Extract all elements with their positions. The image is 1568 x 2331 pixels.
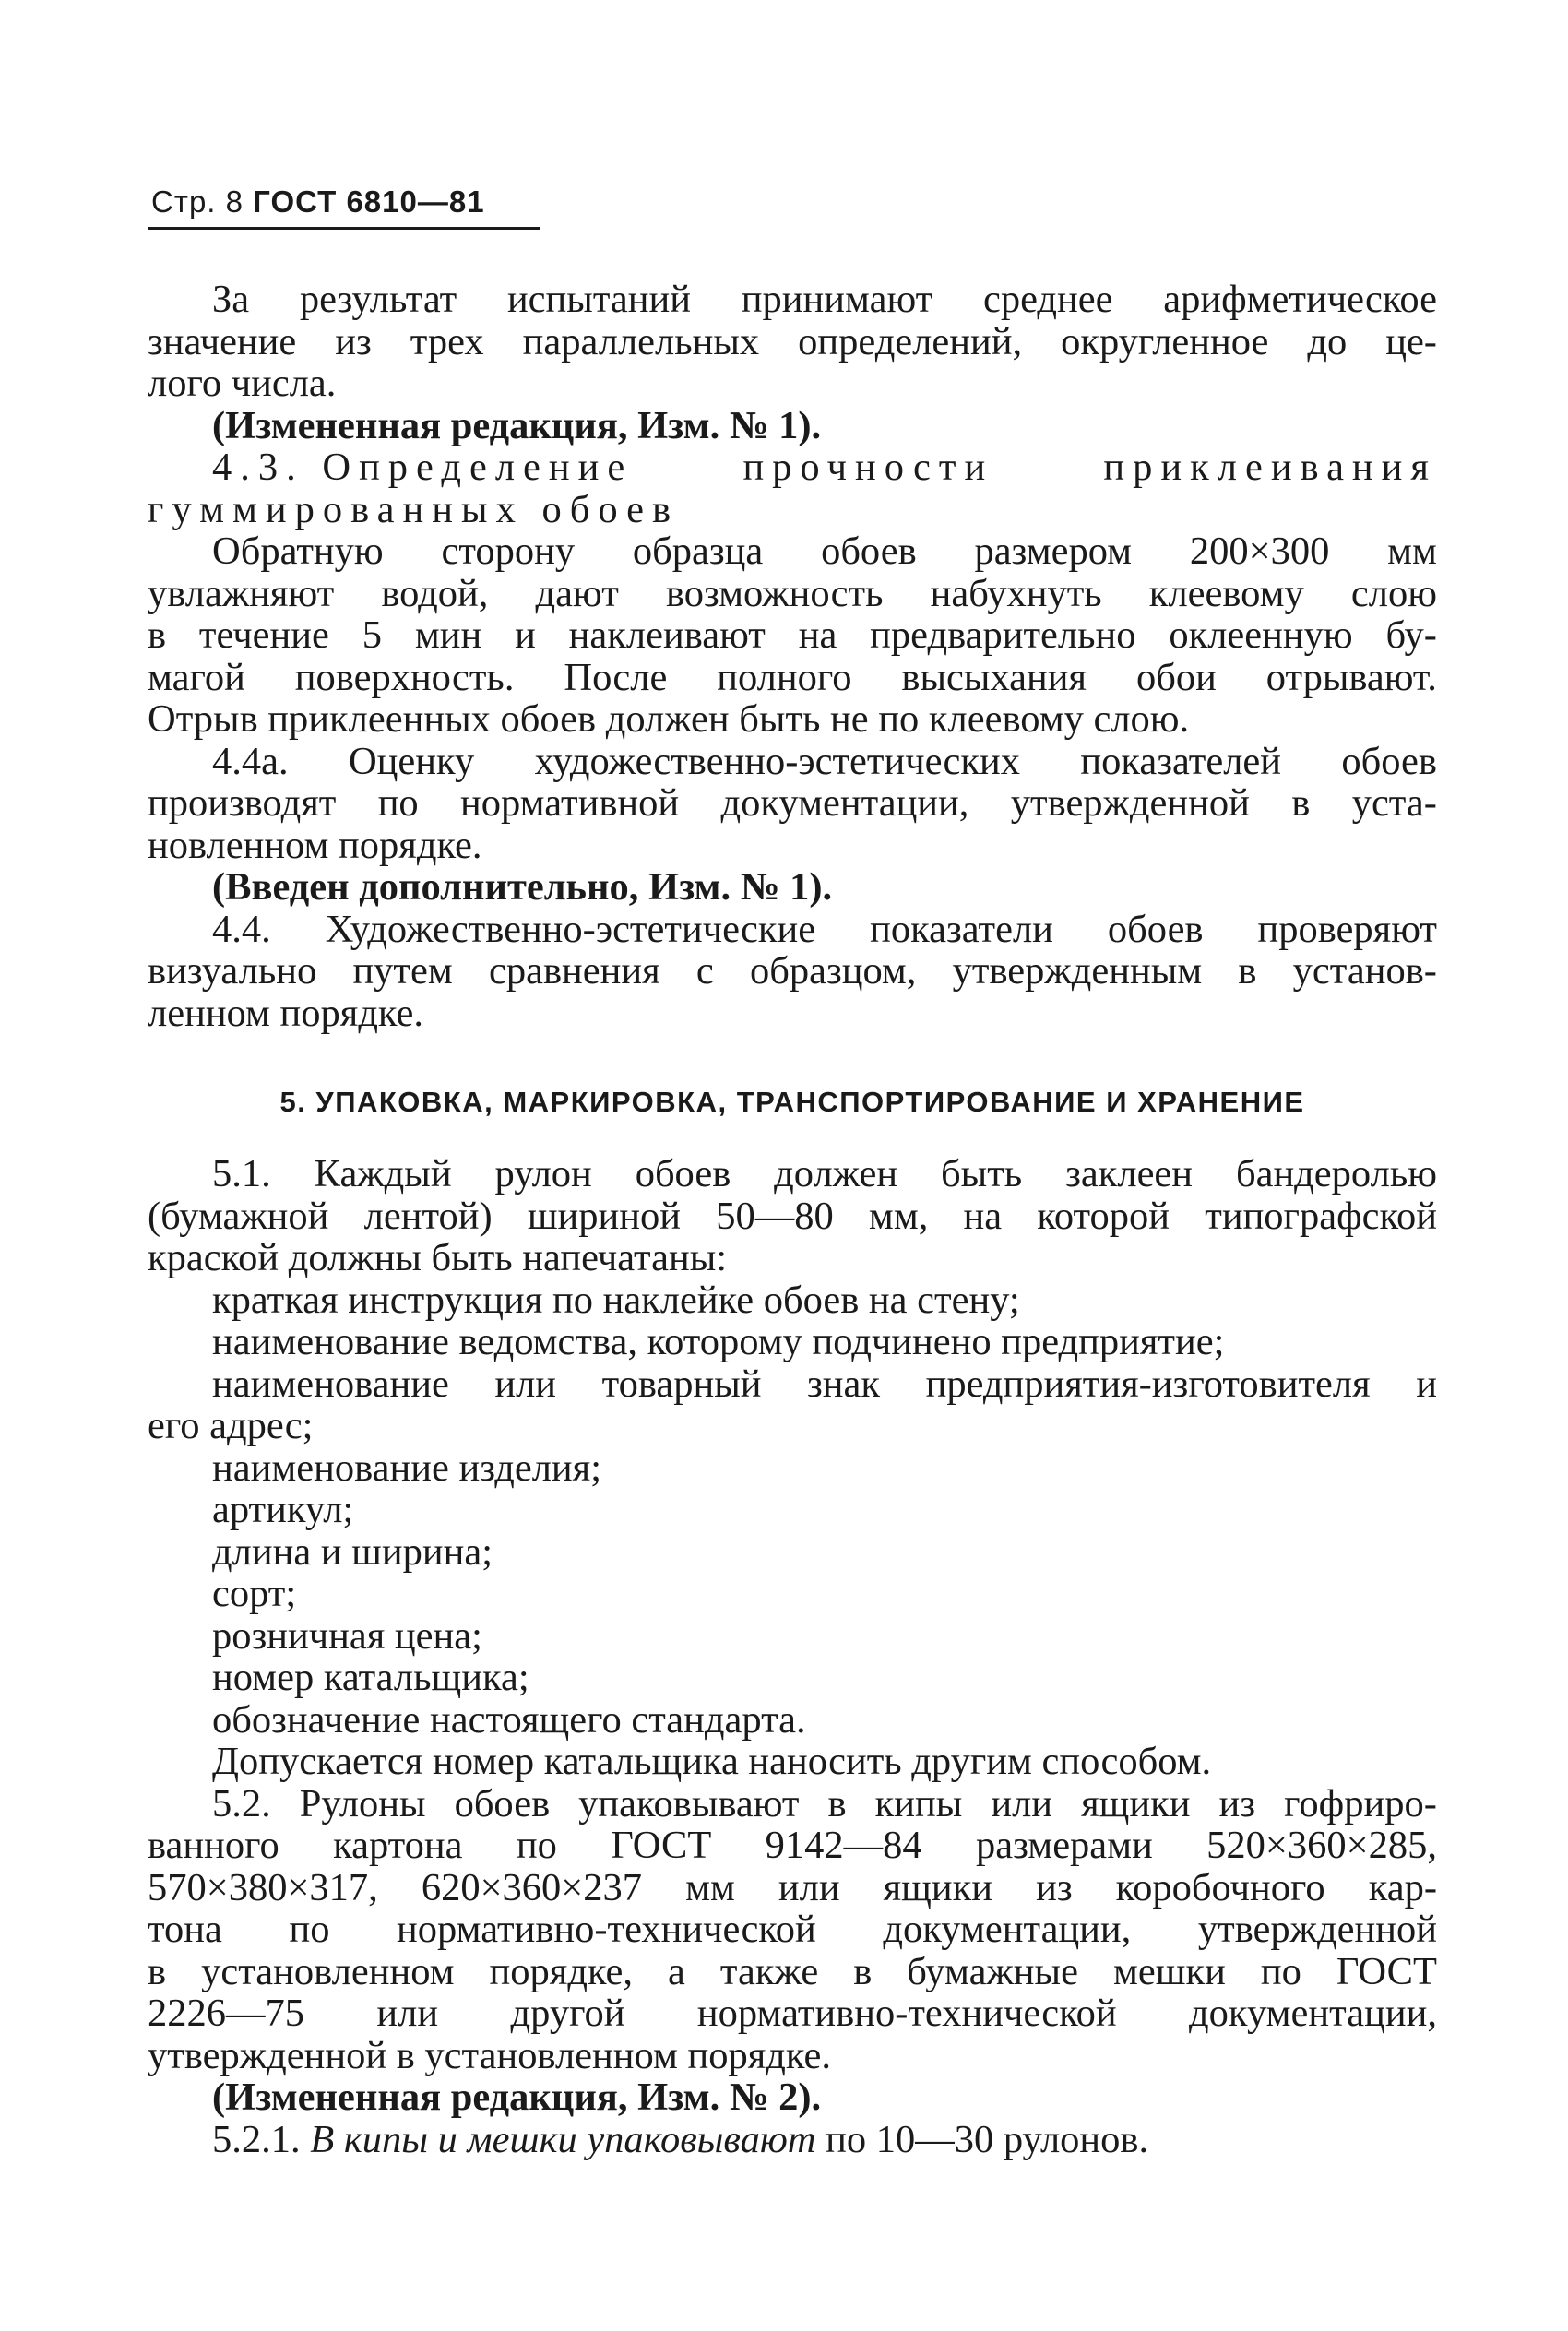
word: нормативно-технической: [696, 1992, 1117, 2035]
word: обоев: [1107, 907, 1204, 951]
word: упаковывают: [578, 1781, 800, 1826]
word: сторону: [441, 529, 576, 573]
text-line: [148, 573, 1437, 615]
list-item: [148, 1363, 1437, 1406]
word: или: [778, 1865, 840, 1909]
word: испытаний: [506, 278, 692, 321]
word: кар-: [1368, 1865, 1437, 1909]
word: показатели: [870, 907, 1053, 951]
word: по: [1260, 1949, 1301, 1993]
text-line: Допускается номер катальщика наносить другим способом.: [212, 1740, 1212, 1783]
word: отрывают.: [1265, 655, 1437, 699]
word: нормативно-технической: [397, 1908, 816, 1951]
word: ванного: [148, 1824, 279, 1867]
word: оклеенную: [1169, 613, 1353, 657]
word: течение: [198, 613, 329, 657]
word: или: [991, 1781, 1053, 1826]
word: округленное: [1061, 319, 1269, 363]
word: рулон: [494, 1152, 592, 1195]
word: мин: [414, 613, 482, 657]
list-item: артикул;: [212, 1488, 354, 1531]
word: из: [1218, 1781, 1256, 1826]
word: и: [515, 613, 536, 657]
word: лентой): [363, 1194, 493, 1238]
word: значение: [148, 319, 297, 363]
word: образцом,: [749, 949, 917, 993]
word: сравнения: [488, 949, 660, 993]
word: предварительно: [870, 613, 1136, 657]
text-line: [148, 1992, 1437, 2035]
text-line: [148, 1909, 1437, 1951]
amendment-note: (Введен дополнительно, Изм. № 1).: [212, 865, 833, 909]
text-line: 5.2.1. В кипы и мешки упаковывают по 10—30 рулонов.: [212, 2117, 1149, 2161]
text-line: Отрыв приклеенных обоев должен быть не по клеевому слою.: [148, 697, 1190, 741]
word: Рулоны: [299, 1781, 426, 1826]
word: документации,: [883, 1908, 1132, 1951]
word: заклеен: [1065, 1152, 1194, 1195]
word: 520×360×285,: [1206, 1824, 1437, 1867]
word: знак: [807, 1362, 881, 1406]
word: бумажные: [907, 1949, 1078, 1993]
word: обоев: [1341, 739, 1437, 783]
word: водой,: [381, 571, 489, 615]
word: документации,: [1189, 1992, 1437, 2035]
word: мм: [1387, 529, 1437, 573]
text-line: [148, 1825, 1437, 1867]
word: (бумажной: [148, 1194, 329, 1238]
word: в: [1238, 949, 1257, 993]
word: показателей: [1080, 739, 1282, 783]
word: кипы: [874, 1781, 963, 1826]
word: установ-: [1292, 949, 1437, 993]
word: Художественно-эстетические: [325, 907, 816, 951]
word: 5.2.: [212, 1781, 271, 1826]
word: результат: [299, 278, 457, 321]
word: в: [148, 613, 167, 657]
word: 5: [362, 613, 382, 657]
text-line: [148, 1783, 1437, 1826]
word: трех: [410, 319, 484, 363]
text-line: лого числа.: [148, 362, 337, 405]
word: проверяют: [1257, 907, 1437, 951]
word: мешки: [1112, 1949, 1226, 1993]
text-line: [148, 1867, 1437, 1909]
word: После: [564, 655, 668, 699]
word: коробочного: [1115, 1865, 1325, 1909]
word: из: [1036, 1865, 1073, 1909]
word: слою: [1350, 571, 1437, 615]
page-header: [151, 184, 485, 220]
text-line: краской должны быть напечатаны:: [148, 1236, 728, 1279]
text-line: [148, 1195, 1437, 1238]
word: размером: [974, 529, 1133, 573]
page-number: Стр. 8: [151, 184, 244, 219]
word: це-: [1385, 319, 1437, 363]
word: 5.1.: [212, 1152, 271, 1195]
word: которой: [1037, 1194, 1170, 1238]
word: порядке,: [489, 1949, 634, 1993]
document-body: [148, 279, 1437, 2160]
text-line: [148, 1153, 1437, 1195]
word: 9142—84: [765, 1824, 922, 1867]
word: 50—80: [716, 1194, 834, 1238]
word: наименование: [212, 1362, 449, 1406]
word: высыхания: [901, 655, 1087, 699]
word: бандеролью: [1235, 1152, 1437, 1195]
list-item: длина и ширина;: [212, 1529, 493, 1574]
word: 2226—75: [148, 1992, 304, 2035]
list-item: розничная цена;: [212, 1613, 482, 1658]
word: до: [1307, 319, 1348, 363]
word: 620×360×237: [421, 1865, 643, 1909]
word: художественно-эстетических: [534, 739, 1021, 783]
text-line: новленном порядке.: [148, 823, 482, 867]
word: путем: [352, 949, 453, 993]
word: ГОСТ: [1336, 1949, 1437, 1993]
word: ящики: [1081, 1781, 1191, 1826]
list-item: номер катальщика;: [212, 1656, 529, 1699]
word: товарный: [601, 1362, 762, 1406]
word: магой: [148, 655, 245, 699]
word: тона: [148, 1908, 222, 1951]
word: из: [335, 319, 372, 363]
word: обоев: [635, 1152, 731, 1195]
word: Обратную: [212, 529, 384, 573]
word: 4.4.: [212, 907, 271, 951]
word: шириной: [527, 1194, 682, 1238]
word: 4.4а.: [212, 739, 289, 783]
word: мм,: [868, 1194, 929, 1238]
word: определений,: [798, 319, 1023, 363]
word: размерами: [976, 1824, 1153, 1867]
word: параллельных: [522, 319, 760, 363]
word: и: [1416, 1362, 1437, 1406]
word: в: [853, 1949, 873, 1993]
word: а: [668, 1949, 685, 1993]
word: картона: [333, 1824, 463, 1867]
word: набухнуть: [930, 571, 1102, 615]
word: увлажняют: [148, 571, 335, 615]
word: на: [963, 1194, 1003, 1238]
word: возможность: [665, 571, 884, 615]
word: бу-: [1385, 613, 1437, 657]
word: обои: [1135, 655, 1217, 699]
word: Оценку: [348, 739, 475, 783]
word: 570×380×317,: [148, 1865, 378, 1909]
word: по: [289, 1908, 330, 1951]
word: на: [798, 613, 837, 657]
word: утвержденным: [952, 949, 1203, 993]
word: производят: [148, 781, 337, 825]
list-item: краткая инструкция по наклейке обоев на стену;: [212, 1278, 1020, 1322]
text-line: [148, 530, 1437, 573]
subsection-title-cont: гуммированных обоев: [148, 487, 680, 531]
text-line: [148, 1951, 1437, 1993]
word: наклеивают: [568, 613, 766, 657]
word: обоев: [454, 1781, 551, 1826]
list-item: обозначение настоящего стандарта.: [212, 1697, 806, 1742]
text-line: [148, 279, 1437, 321]
word: нормативной: [460, 781, 680, 825]
word: также: [719, 1949, 819, 1993]
word: документации,: [720, 781, 969, 825]
text-line: утвержденной в установленном порядке.: [148, 2033, 831, 2077]
word: образца: [632, 529, 764, 573]
word: типографской: [1205, 1194, 1437, 1238]
word: быть: [941, 1152, 1023, 1195]
word: принимают: [741, 278, 933, 321]
word: другой: [510, 1992, 625, 2035]
text-line: [148, 741, 1437, 783]
word: дают: [535, 571, 619, 615]
standard-designation: ГОСТ 6810—81: [253, 184, 485, 219]
header-rule: [148, 227, 540, 230]
amendment-note: (Измененная редакция, Изм. № 2).: [212, 2075, 822, 2119]
word: клеевому: [1148, 571, 1304, 615]
word: или: [376, 1992, 439, 2035]
list-item: сорт;: [212, 1572, 297, 1615]
subsection-title: 4.3. Определение прочности приклеивания: [212, 446, 1437, 489]
word: предприятия-изготовителя: [925, 1362, 1371, 1406]
word: утвержденной: [1197, 1908, 1437, 1951]
word: мм: [685, 1865, 735, 1909]
text-line: ленном порядке.: [148, 991, 424, 1035]
word: в: [1291, 781, 1311, 825]
word: по: [516, 1824, 557, 1867]
word: с: [695, 949, 714, 993]
word: среднее: [982, 278, 1113, 321]
word: гофриро-: [1284, 1781, 1437, 1826]
list-item: наименование изделия;: [212, 1445, 602, 1490]
word: 200×300: [1189, 529, 1330, 573]
word: в: [827, 1781, 847, 1826]
list-item: наименование ведомства, которому подчинено предприятие;: [212, 1320, 1225, 1363]
text-line: [148, 909, 1437, 951]
word: полного: [717, 655, 852, 699]
word: обоев: [821, 529, 917, 573]
text-line: [148, 950, 1437, 993]
text-line: [148, 321, 1437, 363]
amendment-note: (Измененная редакция, Изм. № 1).: [212, 403, 822, 447]
word: уста-: [1351, 781, 1437, 825]
list-item-cont: его адрес;: [148, 1404, 314, 1447]
word: или: [494, 1362, 557, 1406]
word: За: [212, 278, 250, 321]
word: ГОСТ: [611, 1824, 712, 1867]
word: по: [377, 781, 419, 825]
word: в: [148, 1949, 167, 1993]
section-heading: 5. УПАКОВКА, МАРКИРОВКА, ТРАНСПОРТИРОВАНИЕ И ХРАНЕНИЕ: [279, 1086, 1305, 1118]
word: Каждый: [314, 1152, 452, 1195]
text-line: [148, 657, 1437, 699]
word: визуально: [148, 949, 317, 993]
word: ящики: [883, 1865, 993, 1909]
word: установленном: [201, 1949, 455, 1993]
text-line: [148, 614, 1437, 657]
word: поверхность.: [294, 655, 515, 699]
text-line: [148, 782, 1437, 825]
word: утвержденной: [1010, 781, 1250, 825]
word: арифметическое: [1163, 278, 1437, 321]
word: должен: [774, 1152, 898, 1195]
